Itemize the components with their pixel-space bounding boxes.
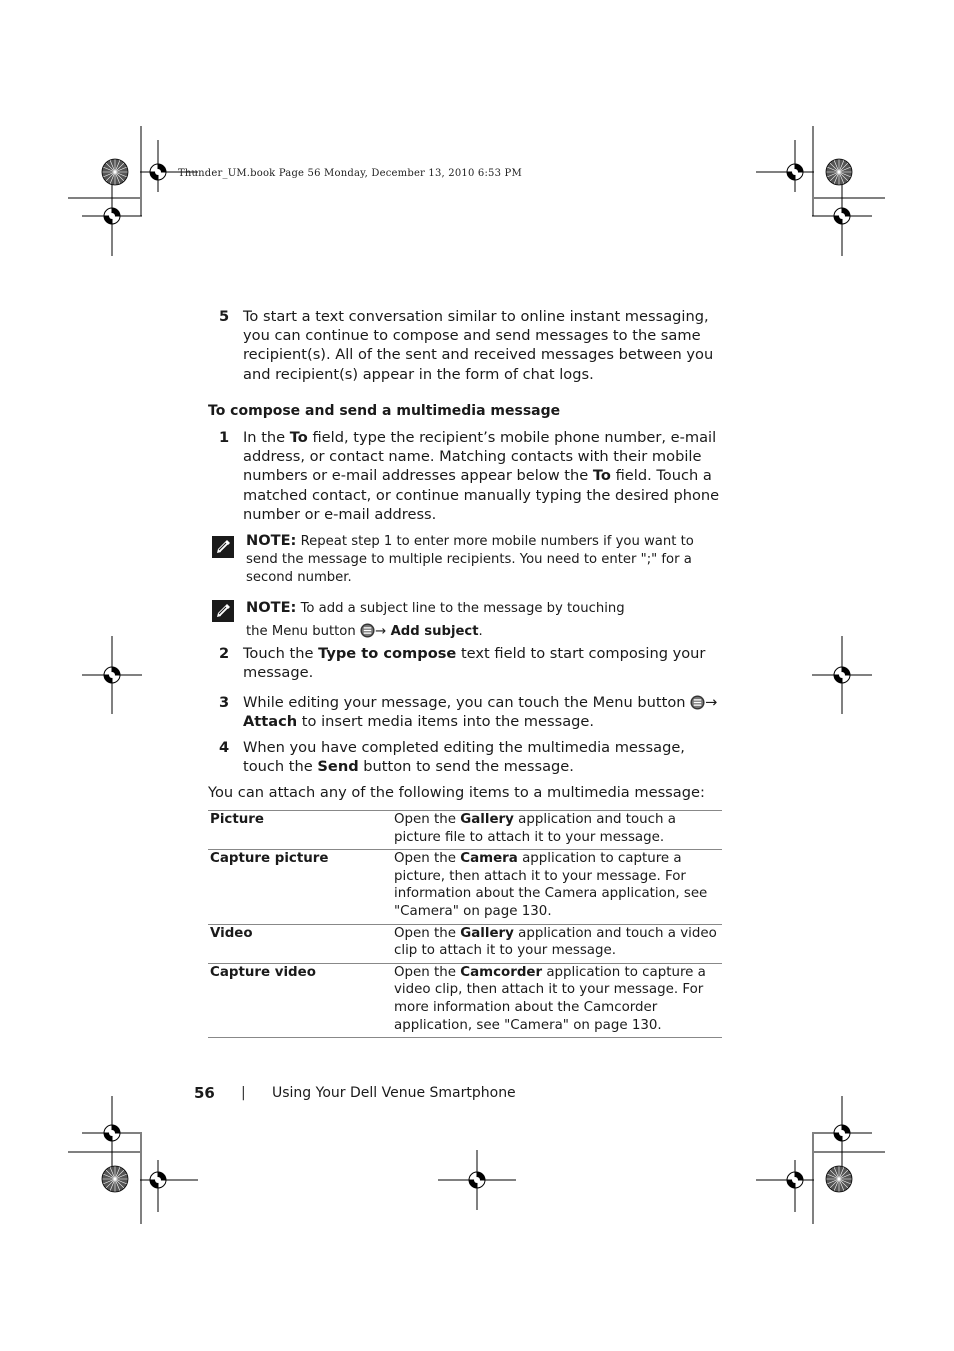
menu-button-icon	[690, 695, 705, 710]
item-description: Open the Camera application to capture a picture, then attach it to your message. For information about the Camera application, see "Camera" on page 130.	[392, 850, 722, 924]
item-description: Open the Gallery application and touch a video clip to attach it to your message.	[392, 924, 722, 963]
item-name: Capture video	[208, 963, 392, 1037]
step-number: 3	[219, 694, 230, 711]
item-name: Capture picture	[208, 850, 392, 924]
section-heading: To compose and send a multimedia message	[208, 403, 561, 419]
step-text: While editing your message, you can touch the Menu button → Attach to insert media items into the message.	[243, 694, 718, 731]
attachment-items-table	[208, 810, 722, 1038]
item-name: Picture	[208, 811, 392, 850]
footer-title: Using Your Dell Venue Smartphone	[272, 1085, 516, 1101]
note-pencil-icon	[212, 536, 234, 558]
table-row	[208, 811, 722, 850]
table-row	[208, 850, 722, 924]
menu-button-icon	[360, 623, 375, 638]
note-text: NOTE: To add a subject line to the message by touching the Menu button → Add subject.	[246, 599, 625, 639]
step-number: 1	[219, 429, 230, 446]
step-text: Touch the Type to compose text field to start composing your message.	[243, 645, 706, 682]
print-header: Thunder_UM.book Page 56 Monday, December 13, 2010 6:53 PM	[178, 168, 522, 179]
note-text: NOTE: Repeat step 1 to enter more mobile numbers if you want to send the message to multiple recipients. You need to enter ";" for a second number.	[246, 532, 694, 585]
item-name: Video	[208, 924, 392, 963]
item-description: Open the Camcorder application to capture a video clip, then attach it to your message. For more information about the Camcorder application, see "Camera" on page 130.	[392, 963, 722, 1037]
step-text: To start a text conversation similar to online instant messaging, you can continue to compose and send messages to the same recipient(s). All of the sent and received messages between you and recipient(s) appear in the form of chat logs.	[243, 308, 714, 383]
step-number: 5	[219, 308, 230, 325]
page-number: 56	[194, 1084, 215, 1102]
step-text: When you have completed editing the multimedia message, touch the Send button to send the message.	[243, 739, 685, 776]
step-number: 4	[219, 739, 230, 756]
step-number: 2	[219, 645, 230, 662]
item-description: Open the Gallery application and touch a picture file to attach it to your message.	[392, 811, 722, 850]
table-row	[208, 963, 722, 1037]
step-text: In the To field, type the recipient’s mobile phone number, e-mail address, or contact name. Matching contacts with their mobile numbers or e-mail addresses appear below the To field. Touch a matched contact, or continue manually typing the desired phone number or e-mail address.	[243, 429, 720, 523]
table-row	[208, 924, 722, 963]
note-pencil-icon	[212, 600, 234, 622]
footer-separator: |	[241, 1085, 246, 1101]
attach-intro: You can attach any of the following items to a multimedia message:	[208, 784, 705, 801]
